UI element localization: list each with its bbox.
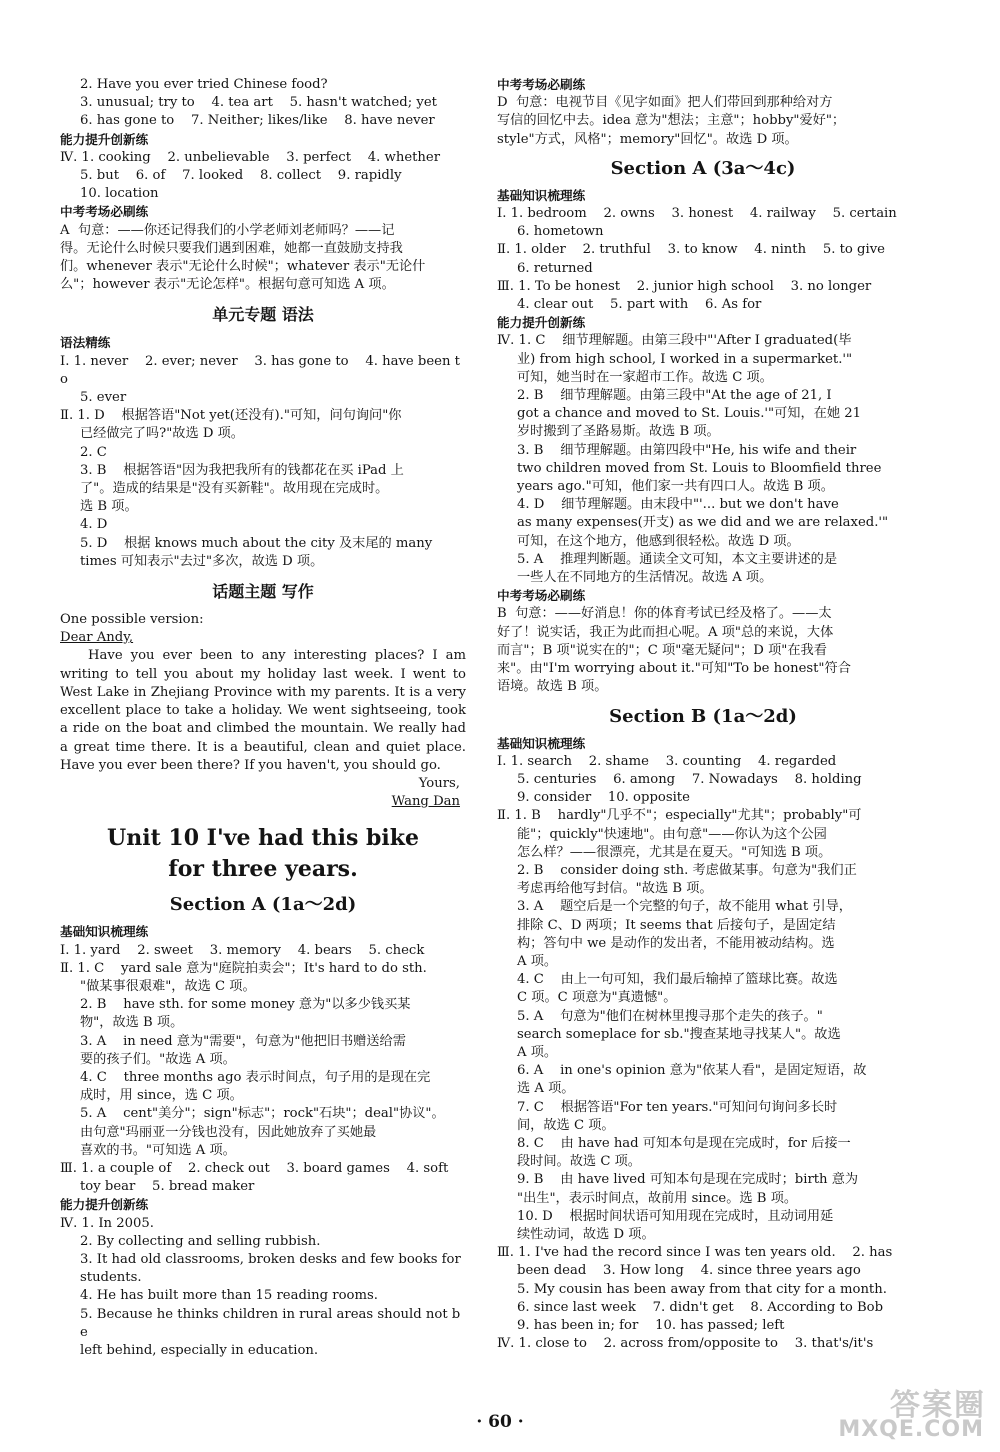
answer-line: 写信的回忆中去。idea 意为"想法；主意"；hobby"爱好"； <box>497 113 846 129</box>
subsection-heading: 基础知识梳理练 <box>497 187 586 203</box>
answer-line: 了"。造成的结果是"没有买新鞋"。故用现在完成时。 <box>80 481 389 497</box>
answer-line: 续性动词，故选 D 项。 <box>517 1226 655 1242</box>
answer-line: 6. returned <box>517 260 593 276</box>
answer-line: 4. clear out 5. part with 6. As for <box>517 297 762 313</box>
section-heading: 单元专题 语法 <box>212 305 314 325</box>
answer-line: 5. but 6. of 7. looked 8. collect 9. rapidly <box>80 168 402 184</box>
left-lines <box>60 76 466 647</box>
section-heading: Section A (1a～2d) <box>169 894 357 916</box>
answer-line: 选 B 项。 <box>80 499 138 515</box>
answer-line: as many expenses(开支) as we did and we are relaxed.'" <box>517 515 889 531</box>
answer-line: B 句意：——好消息！你的体育考试已经及格了。——太 <box>497 606 832 622</box>
answer-line: Ⅲ. 1. a couple of 2. check out 3. board games 4. soft <box>60 1160 449 1176</box>
answer-line: left behind, especially in education. <box>80 1342 319 1358</box>
answer-line: 好了！说实话，我正为此而担心呢。A 项"总的来说，大体 <box>497 624 834 640</box>
answer-line: A 项。 <box>517 953 558 969</box>
subsection-heading: 能力提升创新练 <box>497 315 586 331</box>
answer-line: Ⅰ. 1. yard 2. sweet 3. memory 4. bears 5. check <box>60 942 425 958</box>
subsection-heading: 基础知识梳理练 <box>60 924 149 940</box>
answer-line: 10. D 根据时间状语可知用现在完成时，且动词用延 <box>517 1208 834 1224</box>
answer-line: 得。无论什么时候只要我们遇到困难，她都一直鼓励支持我 <box>60 240 403 256</box>
answer-line: 5. A cent"美分"；sign"标志"；rock"石块"；deal"协议"。 <box>80 1106 445 1122</box>
answer-line: 2. B 细节理解题。由第三段中"At the age of 21, I <box>517 388 832 404</box>
answer-line: 6. has gone to 7. Neither; likes/like 8. have never <box>80 113 435 129</box>
answer-line: 5. A 推理判断题。通读全文可知，本文主要讲述的是 <box>517 551 838 567</box>
answer-line: Ⅲ. 1. I've had the record since I was ten years old. 2. has <box>497 1245 893 1261</box>
answer-line: 6. hometown <box>517 224 604 240</box>
letter <box>60 647 466 811</box>
answer-line: 由句意"玛丽亚一分钱也没有，因此她放弃了买她最 <box>80 1124 377 1140</box>
section-heading: 话题主题 写作 <box>212 582 314 602</box>
answer-line: Ⅰ. 1. search 2. shame 3. counting 4. regarded <box>497 753 837 769</box>
answer-line: 3. A in need 意为"需要"，句意为"他把旧书赠送给需 <box>80 1033 406 1049</box>
answer-line: 4. D 细节理解题。由末段中"'... but we don't have <box>517 497 839 513</box>
watermark-text: 答案圈 <box>890 1388 986 1423</box>
answer-line: "出生"，表示时间点，故前用 since。选 B 项。 <box>517 1190 798 1206</box>
answer-line: 一些人在不同地方的生活情况。故选 A 项。 <box>517 570 773 586</box>
answer-line: 9. B 由 have lived 可知本句是现在完成时；birth 意为 <box>517 1172 859 1188</box>
answer-line: 构；答句中 we 是动作的发出者，不能用被动结构。选 <box>517 935 835 951</box>
answer-line: 4. C three months ago 表示时间点，句子用的是现在完 <box>80 1069 431 1085</box>
subsection-heading: 语法精练 <box>60 335 111 351</box>
answer-line: 4. C 由上一句可知，我们最后输掉了篮球比赛。故选 <box>517 972 838 988</box>
answer-line: Dear Andy, <box>60 630 134 646</box>
unit-title-line1: Unit 10 I've had this bike <box>107 825 419 852</box>
answer-line: Ⅱ. 1. older 2. truthful 3. to know 4. ninth 5. to give <box>497 242 885 258</box>
answer-line: 可知，她当时在一家超市工作。故选 C 项。 <box>517 369 773 385</box>
answer-line: 3. It had old classrooms, broken desks and few books for <box>80 1251 461 1267</box>
answer-line: 8. C 由 have had 可知本句是现在完成时，for 后接一 <box>517 1135 851 1151</box>
answer-line: 业) from high school, I worked in a supermarket.'" <box>517 351 853 367</box>
answer-line: 4. He has built more than 15 reading rooms. <box>80 1288 378 1304</box>
section-heading: Section B (1a～2d) <box>609 705 797 727</box>
answer-line: D 句意：电视节目《见字如面》把人们带回到那种给对方 <box>497 95 833 111</box>
answer-line: One possible version: <box>60 612 204 628</box>
answer-line: 段时间。故选 C 项。 <box>517 1154 641 1170</box>
subsection-heading: 中考考场必刷练 <box>60 204 149 220</box>
answer-line: 3. unusual; try to 4. tea art 5. hasn't watched; yet <box>80 95 437 111</box>
answer-line: 10. location <box>80 186 159 202</box>
answer-line: Ⅳ. 1. C 细节理解题。由第三段中"'After I graduated(毕 <box>497 333 852 349</box>
left-lines-2 <box>60 923 466 1360</box>
answer-line: 9. consider 10. opposite <box>517 790 690 806</box>
answer-line: times 可知表示"去过"多次，故选 D 项。 <box>80 553 324 569</box>
answer-line: 要的孩子们。"故选 A 项。 <box>80 1051 236 1067</box>
answer-line: 物"，故选 B 项。 <box>80 1015 184 1031</box>
answer-line: 能"；quickly"快速地"。由句意"——你认为这个公园 <box>517 826 827 842</box>
answer-line: Ⅲ. 1. To be honest 2. junior high school 3. no longer <box>497 278 872 294</box>
answer-line: 5. My cousin has been away from that city for a month. <box>517 1281 887 1297</box>
answer-line: 5. Because he thinks children in rural areas should not be <box>80 1306 461 1340</box>
answer-line: 3. B 根据答语"因为我把我所有的钱都花在买 iPad 上 <box>80 462 404 478</box>
subsection-heading: 中考考场必刷练 <box>497 588 586 604</box>
answer-line: 喜欢的书。"可知选 A 项。 <box>80 1142 236 1158</box>
answer-line: two children moved from St. Louis to Bloomfield three <box>517 460 882 476</box>
unit-title <box>60 823 466 885</box>
answer-line: 9. has been in; for 10. has passed; left <box>517 1318 785 1333</box>
answer-line: 语境。故选 B 项。 <box>497 679 608 695</box>
answer-line: 5. ever <box>80 390 127 406</box>
watermark-url: MXQE.COM <box>838 1417 984 1442</box>
answer-line: 2. By collecting and selling rubbish. <box>80 1233 321 1249</box>
answer-line: 排除 C、D 两项；It seems that 后接句子，是固定结 <box>517 917 836 933</box>
answer-line: 来"。由"I'm worrying about it."可知"To be honest"符合 <box>497 661 851 677</box>
answer-line: 5. A 句意为"他们在树林里搜寻那个走失的孩子。" <box>517 1008 823 1024</box>
answer-line: years ago."可知，他们家一共有四口人。故选 B 项。 <box>517 479 834 495</box>
answer-line: search someplace for sb."搜查某地寻找某人"。故选 <box>517 1026 841 1042</box>
answer-line: style"方式，风格"；memory"回忆"。故选 D 项。 <box>497 131 798 147</box>
answer-line: 6. A in one's opinion 意为"依某人看"，是固定短语，故 <box>517 1063 867 1079</box>
answer-line: Ⅳ. 1. cooking 2. unbelievable 3. perfect 4. whether <box>60 149 441 165</box>
answer-line: toy bear 5. bread maker <box>80 1179 255 1195</box>
answer-line: 间，故选 C 项。 <box>517 1117 615 1133</box>
section-heading: Section A (3a～4c) <box>610 157 796 179</box>
answer-line: Ⅰ. 1. bedroom 2. owns 3. honest 4. railway 5. certain <box>497 206 897 222</box>
letter-signature: Wang Dan <box>391 794 460 810</box>
answer-line: 5. D 根据 knows much about the city 及末尾的 many <box>80 535 433 551</box>
right-lines <box>497 76 909 1353</box>
answer-line: got a chance and moved to St. Louis.'"可知，在她 21 <box>517 406 861 422</box>
answer-line: students. <box>80 1270 142 1286</box>
answer-line: 考虑再给他写封信。"故选 B 项。 <box>517 881 713 897</box>
answer-line: 2. B have sth. for some money 意为"以多少钱买某 <box>80 997 411 1013</box>
answer-line: 4. D <box>80 517 108 533</box>
answer-line: 7. C 根据答语"For ten years."可知问句询问多长时 <box>517 1099 838 1115</box>
right-column <box>497 76 909 1353</box>
left-column <box>60 76 466 1360</box>
answer-line: Ⅱ. 1. D 根据答语"Not yet(还没有)."可知，问句询问"你 <box>60 408 402 424</box>
answer-line: 们。whenever 表示"无论什么时候"；whatever 表示"无论什 <box>60 259 426 275</box>
answer-line: Ⅱ. 1. C yard sale 意为"庭院拍卖会"；It's hard to do sth. <box>60 960 427 976</box>
subsection-heading: 能力提升创新练 <box>60 1197 149 1213</box>
answer-line: C 项。C 项意为"真遗憾"。 <box>517 990 677 1006</box>
answer-line: "做某事很艰难"，故选 C 项。 <box>80 978 256 994</box>
letter-closing: Yours, <box>418 775 460 791</box>
answer-line: Ⅱ. 1. B hardly"几乎不"；especially"尤其"；probably"可 <box>497 808 862 824</box>
unit-title-line2: for three years. <box>168 856 358 883</box>
letter-body: Have you ever been to any interesting places? I am writing to tell you about my holiday last week. I went to West Lake in Zhejiang Province with my parents. It is a very excellent place to take a holiday. We went sightseeing, took a ride on the boat and climbed the mountain. We really had a great time there. It is a beautiful, clean and quiet place. Have you ever been there? If you haven't, you should go. <box>60 648 466 773</box>
answer-line: Ⅰ. 1. never 2. ever; never 3. has gone to 4. have been to <box>60 353 460 387</box>
answer-line: 而言"；B 项"说实在的"；C 项"毫无疑问"；D 项"在我看 <box>497 642 827 658</box>
answer-line: 6. since last week 7. didn't get 8. According to Bob <box>517 1299 884 1315</box>
answer-line: Ⅳ. 1. close to 2. across from/opposite to 3. that's/it's <box>497 1336 874 1352</box>
answer-line: 怎么样？——很漂亮，尤其是在夏天。"可知选 B 项。 <box>517 844 832 860</box>
watermark-logo <box>838 1380 988 1442</box>
subsection-heading: 基础知识梳理练 <box>497 735 586 751</box>
answer-line: 2. B consider doing sth. 考虑做某事。句意为"我们正 <box>517 862 857 878</box>
answer-line: 成时，用 since，选 C 项。 <box>80 1088 243 1104</box>
answer-line: 5. centuries 6. among 7. Nowadays 8. holding <box>517 771 862 787</box>
page-number: · 60 · <box>476 1412 524 1432</box>
answer-line: A 句意：——你还记得我们的小学老师刘老师吗？——记 <box>60 222 395 238</box>
answer-line: 岁时搬到了圣路易斯。故选 B 项。 <box>517 424 720 440</box>
answer-line: 3. B 细节理解题。由第四段中"He, his wife and their <box>517 442 857 458</box>
subsection-heading: 中考考场必刷练 <box>497 77 586 92</box>
answer-line: 已经做完了吗?"故选 D 项。 <box>80 426 244 442</box>
answer-line: 么"；however 表示"无论怎样"。根据句意可知选 A 项。 <box>60 277 395 293</box>
answer-line: A 项。 <box>517 1044 558 1060</box>
answer-line: 2. Have you ever tried Chinese food? <box>80 77 328 92</box>
subsection-heading: 能力提升创新练 <box>60 131 149 147</box>
answer-line: 3. A 题空后是一个完整的句子，故不能用 what 引导， <box>517 899 852 915</box>
answer-line: 可知，在这个地方，他感到很轻松。故选 D 项。 <box>517 533 800 549</box>
answer-line: 选 A 项。 <box>517 1081 575 1097</box>
answer-line: Ⅳ. 1. In 2005. <box>60 1215 154 1231</box>
answer-line: 2. C <box>80 444 107 460</box>
answer-line: been dead 3. How long 4. since three years ago <box>517 1263 861 1279</box>
